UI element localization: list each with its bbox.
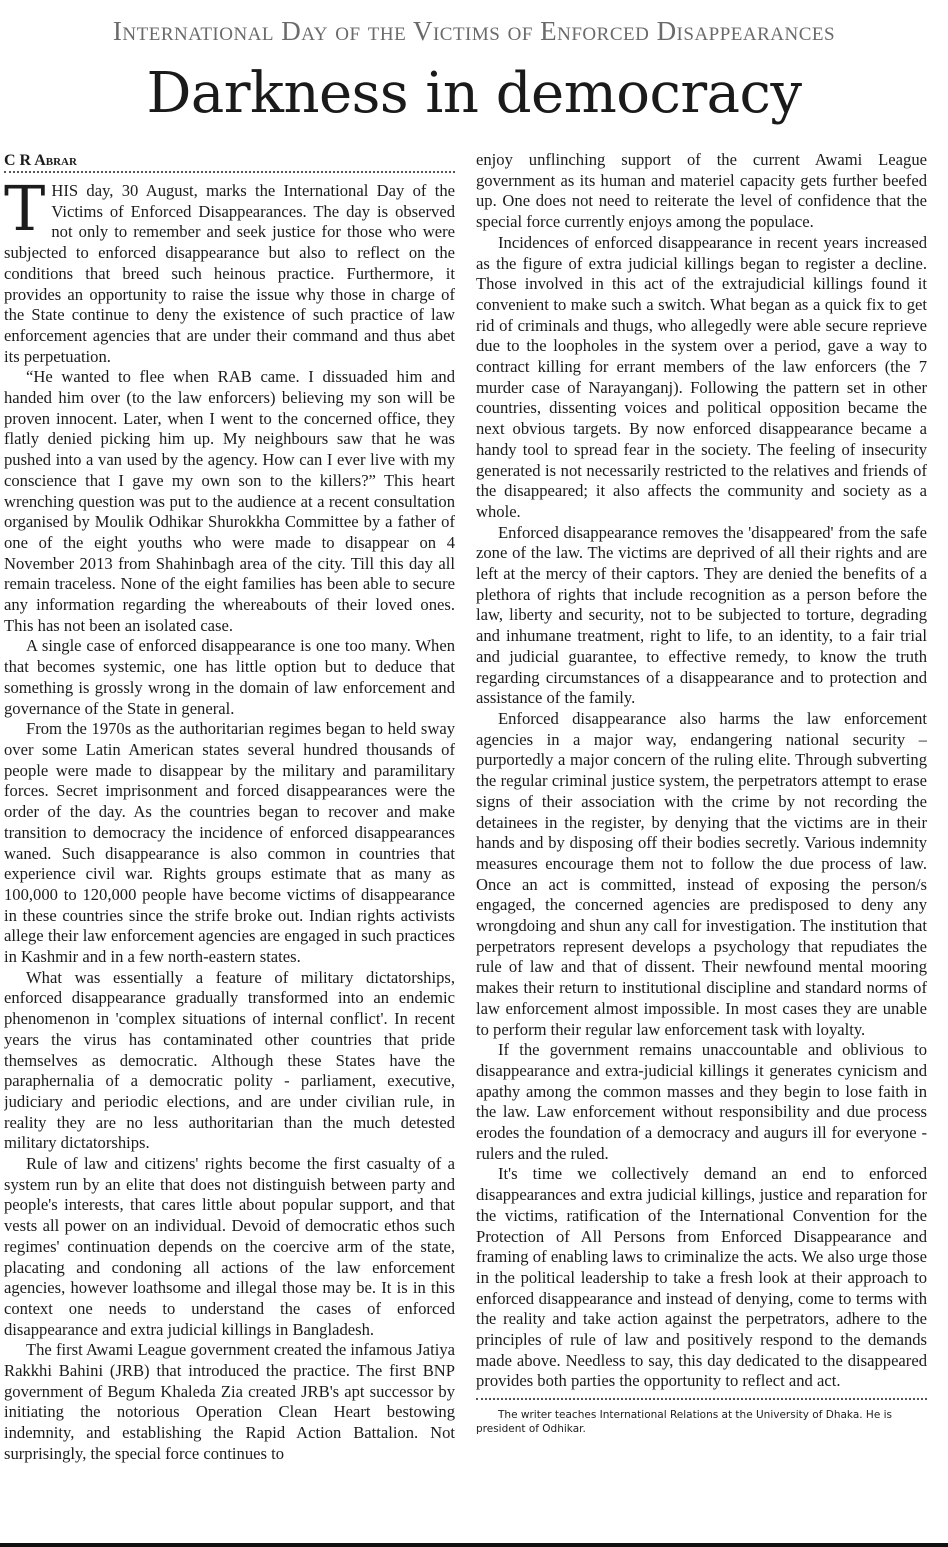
lead-text: HIS day, 30 August, marks the International Day of the Victims of Enforced Disappearances. The day is observed not only to remember and seek justice for those who were subjected to enforced disappearance but also to reflect on the conditions that breed such heinous practice. Furthermore, it provides an opportunity to raise the issue why those in charge of the State continue to deny the existence of such practice of law enforcement agencies that are under their command and thus abet its perpetuation. — [4, 181, 455, 366]
section-kicker: International Day of the Victims of Enforced Disappearances — [112, 16, 836, 46]
drop-cap: T — [4, 172, 46, 245]
footnote-divider — [476, 1398, 927, 1436]
body-paragraph: Enforced disappearance removes the 'disappeared' from the safe zone of the law. The victims are deprived of all their rights and are left at the mercy of their captors. They are denied the benefits of a plethora of rights that include recognition as a person before the law, liberty and security, not to be subjected to torture, degrading and inhumane treatment, right to life, to an identity, to a fair trial and judicial guarantee, to effective remedy, to know the truth regarding circumstances of a disappearance and to protection and assistance of the family. — [476, 522, 927, 708]
body-paragraph: A single case of enforced disappearance is one too many. When that becomes systemic, one has little option but to deduce that something is grossly wrong in the domain of law enforcement and governance of the State in general. — [4, 636, 455, 718]
body-paragraph: From the 1970s as the authoritarian regimes began to held sway over some Latin American states several hundred thousands of people were made to disappear by the military and paramilitary forces. Secret imprisonment and forced disappearances were the order of the day. As the countries began to recover and make transition to democracy the incidence of enforced disappearances waned. Such disappearance is also common in countries that experience civil war. Rights groups estimate that as many as 100,000 to 120,000 people have become victims of disappearance in these countries since the strife broke out. Indian rights activists allege their law enforcement agencies are engaged in such practices in Kashmir and in a few north-eastern states. — [4, 719, 455, 967]
body-paragraph: Rule of law and citizens' rights become the first casualty of a system run by an elite that does not distinguish between party and people's interests, that cares little about popular support, and that vests all power on an individual. Devoid of democratic ethos such regimes' continuation depends on the coercive arm of the state, placating and condoning all actions of the law enforcement agencies, however loathsome and illegal those may be. It is in this context one needs to understand the cases of enforced disappearance and extra judicial killings in Bangladesh. — [4, 1154, 455, 1339]
body-paragraph: It's time we collectively demand an end to enforced disappearances and extra judicial killings, justice and reparation for the victims, ratification of the International Convention for the Protection of All Persons from Enforced Disappearance and framing of enabling laws to criminalize the acts. We also urge those in the political leadership to take a fresh look at their approach to enforced disappearance and instead of denying, come to terms with the reality and take action against the perpetrators, adhere to the principles of rule of law and positively respond to the demands made above. Needless to say, this day dedicated to the disappeared provides both parties the opportunity to reflect and act. — [476, 1164, 927, 1391]
continued-paragraph: enjoy unflinching support of the current Awami League government as its human and materiel capacity gets further beefed up. One does not need to reiterate the level of confidence that the special force currently enjoys among the populace. — [476, 150, 927, 232]
author-footnote: The writer teaches International Relations at the University of Dhaka. He is president of Odhikar. — [476, 1409, 893, 1436]
page-bottom-rule — [0, 1543, 948, 1547]
body-paragraph: What was essentially a feature of military dictatorships, enforced disappearance gradually transformed into an endemic phenomenon in 'complex situations of internal conflict'. In recent years the virus has contaminated other countries that pride themselves as democratic. Although these States have the paraphernalia of a democratic polity - parliament, executive, judiciary and periodic elections, and are under civilian rule, in reality they are no less authoritarian than the much detested military dictatorships. — [4, 967, 455, 1153]
article-column-right — [476, 150, 927, 1542]
body-paragraph: Enforced disappearance also harms the law enforcement agencies in a major way, endangering national security – purportedly a major concern of the ruling elite. Through subverting the regular criminal justice system, the perpetrators attempt to erase signs of their association with the crime by not recording the detainees in the register, by denying that the victims are in their hands and by disposing off their bodies secretly. Various indemnity measures encourage them not to follow the due process of law. Once an act is committed, instead of exposing the person/s engaged, the concerned agencies are predisposed to deny any wrongdoing and shun any call for investigation. The institution that perpetrators represent develops a psychology that repudiates the rule of law and that of dissent. Their newfound mental mooring makes their return to institutional discipline and standard norms of law enforcement almost impossible. In most cases they are unable to perform their regular law enforcement task with loyalty. — [476, 708, 927, 1039]
lead-paragraph — [4, 172, 455, 367]
body-paragraph: Incidences of enforced disappearance in recent years increased as the figure of extra judicial killings began to register a decline. Those involved in this act of the extrajudicial killings found it convenient to make such a switch. What began as a quick fix to get rid of criminals and thugs, who allegedly were able secure reprieve due to the loopholes in the system over a period, gave a way to contract killing for errant members of the law enforcers (the 7 murder case of Narayanganj). Following the pattern set in other countries, dissenting voices and political opposition became the next obvious targets. By now enforced disappearance became a handy tool to spread fear in the society. The feeling of insecurity generated is not necessarily restricted to the relatives and friends of the disappeared; it also affects the community and society as a whole. — [476, 232, 927, 521]
headline: Darkness in democracy — [146, 61, 802, 126]
body-paragraph: “He wanted to flee when RAB came. I dissuaded him and handed him over (to the law enforcers) believing my son will be proven innocent. Later, when I went to the concerned office, they flatly denied picking him up. My neighbours saw that he was pushed into a van used by the agency. How can I ever live with my conscience that I gave my own son to the killers?” This heart wrenching question was put to the audience at a recent consultation organised by Moulik Odhikar Shurokkha Committee by a father of one of the eight youths who were made to disappear on 4 November 2013 from Shahinbagh area of the city. Till this day all remain traceless. None of the eight families has been able to secure any information regarding the whereabouts of their loved ones. This has not been an isolated case. — [4, 367, 455, 635]
article-column-left — [4, 150, 455, 1542]
body-paragraph: If the government remains unaccountable and oblivious to disappearance and extra-judicial killings it generates cynicism and apathy among the common masses and they begin to lose faith in the law. Law enforcement without responsibility and due process erodes the foundation of a democracy and augurs ill for everyone - rulers and the ruled. — [476, 1040, 927, 1163]
byline: C R Abrar — [4, 150, 455, 173]
body-paragraph: The first Awami League government created the infamous Jatiya Rakkhi Bahini (JRB) that introduced the practice. The first BNP government of Begum Khaleda Zia created JRB's apt successor by initiating the notorious Operation Clean Heart bestowing indemnity, and establishing the Rapid Action Battalion. Not surprisingly, the special force continues to — [4, 1340, 455, 1463]
